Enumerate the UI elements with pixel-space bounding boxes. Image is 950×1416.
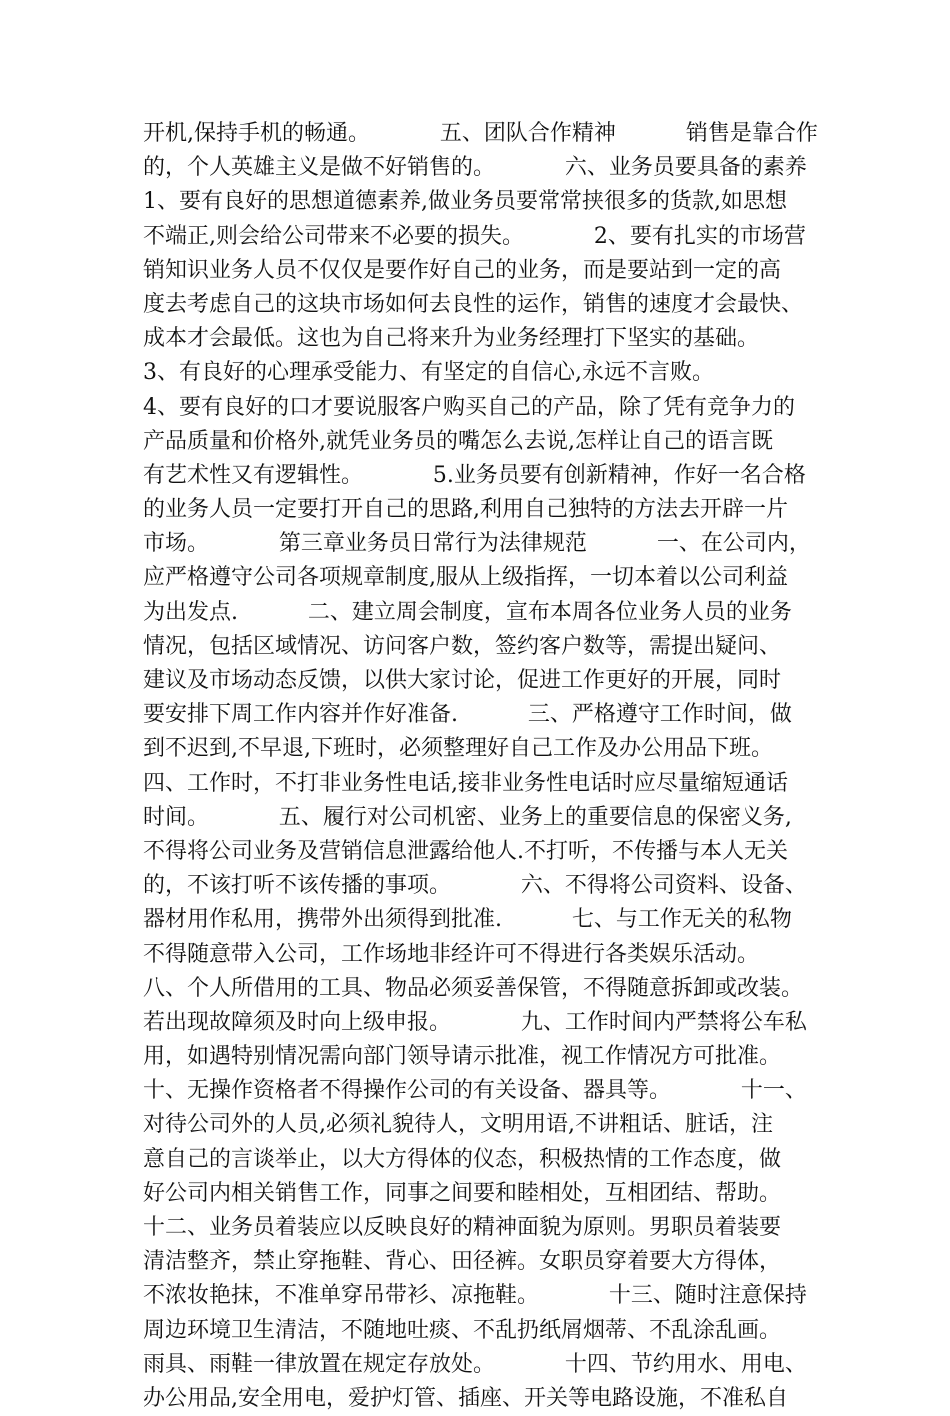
text-line: 的业务人员一定要打开自己的思路,利用自己独特的方法去开辟一片 <box>143 497 788 523</box>
text-line: 度去考虑自己的这块市场如何去良性的运作，销售的速度才会最快、 <box>143 291 804 317</box>
body-text <box>143 117 823 1416</box>
text-line: 不得随意带入公司，工作场地非经许可不得进行各类娱乐活动。 <box>143 941 760 967</box>
text-line: 情况，包括区域情况、访问客户数，签约客户数等，需提出疑问、 <box>143 633 782 659</box>
text-line: 1、要有良好的思想道德素养,做业务员要常常挟很多的货款,如思想 <box>143 189 787 215</box>
text-line: 对待公司外的人员,必须礼貌待人，文明用语,不讲粗话、脏话，注 <box>143 1112 773 1138</box>
text-line: 好公司内相关销售工作，同事之间要和睦相处，互相团结、帮助。 <box>143 1180 782 1206</box>
text-line: 雨具、雨鞋一律放置在规定存放处。 十四、节约用水、用电、 <box>143 1351 807 1377</box>
text-line: 4、要有良好的口才要说服客户购买自己的产品，除了凭有竞争力的 <box>143 394 795 420</box>
text-line: 若出现故障须及时向上级申报。 九、工作时间内严禁将公车私 <box>143 1009 807 1035</box>
text-line: 器材用作私用，携带外出须得到批准. 七、与工作无关的私物 <box>143 907 792 933</box>
text-line: 销知识业务人员不仅仅是要作好自己的业务，而是要站到一定的高 <box>143 257 782 283</box>
text-line: 不得将公司业务及营销信息泄露给他人.不打听，不传播与本人无关 <box>143 838 788 864</box>
text-line: 有艺术性又有逻辑性。 5.业务员要有创新精神，作好一名合格 <box>143 462 806 488</box>
text-line: 八、个人所借用的工具、物品必须妥善保管，不得随意拆卸或改装。 <box>143 975 804 1001</box>
text-line: 要安排下周工作内容并作好准备. 三、严格遵守工作时间，做 <box>143 702 792 728</box>
text-line: 不浓妆艳抹，不准单穿吊带衫、凉拖鞋。 十三、随时注意保持 <box>143 1283 807 1309</box>
text-line: 市场。 第三章业务员日常行为法律规范 一、在公司内， <box>143 531 811 557</box>
text-line: 清洁整齐，禁止穿拖鞋、背心、田径裤。女职员穿着要大方得体， <box>143 1249 782 1275</box>
text-line: 的，个人英雄主义是做不好销售的。 六、业务员要具备的素养 <box>143 155 807 181</box>
text-line: 不端正,则会给公司带来不必要的损失。 2、要有扎实的市场营 <box>143 223 806 249</box>
text-line: 十二、业务员着装应以反映良好的精神面貌为原则。男职员着装要 <box>143 1215 782 1240</box>
text-line: 到不迟到,不早退,下班时，必须整理好自己工作及办公用品下班。 <box>143 736 773 762</box>
text-line: 成本才会最低。这也为自己将来升为业务经理打下坚实的基础。 <box>143 326 760 352</box>
text-line: 周边环境卫生清洁，不随地吐痰、不乱扔纸屑烟蒂、不乱涂乱画。 <box>143 1317 782 1343</box>
text-line: 3、有良好的心理承受能力、有坚定的自信心,永远不言败。 <box>143 360 714 386</box>
text-line: 的，不该打听不该传播的事项。 六、不得将公司资料、设备、 <box>143 873 807 899</box>
text-line: 用，如遇特别情况需向部门领导请示批准，视工作情况方可批准。 <box>143 1044 782 1070</box>
text-line: 意自己的言谈举止，以大方得体的仪态，积极热情的工作态度，做 <box>143 1146 782 1172</box>
text-line: 应严格遵守公司各项规章制度,服从上级指挥，一切本着以公司利益 <box>143 565 788 591</box>
text-line: 四、工作时，不打非业务性电话,接非业务性电话时应尽量缩短通话 <box>143 770 788 796</box>
text-line: 十、无操作资格者不得操作公司的有关设备、器具等。 十一、 <box>143 1078 807 1104</box>
text-line: 时间。 五、履行对公司机密、业务上的重要信息的保密义务, <box>143 804 792 830</box>
text-line: 产品质量和价格外,就凭业务员的嘴怎么去说,怎样让自己的语言既 <box>143 428 773 454</box>
text-line: 为出发点. 二、建立周会制度，宣布本周各位业务人员的业务 <box>143 599 792 625</box>
text-line: 开机,保持手机的畅通。 五、团队合作精神 销售是靠合作 <box>143 121 818 146</box>
text-line: 办公用品,安全用电，爱护灯管、插座、开关等电路设施，不准私自 <box>143 1385 788 1411</box>
text-line: 建议及市场动态反馈，以供大家讨论，促进工作更好的开展，同时 <box>143 668 782 693</box>
